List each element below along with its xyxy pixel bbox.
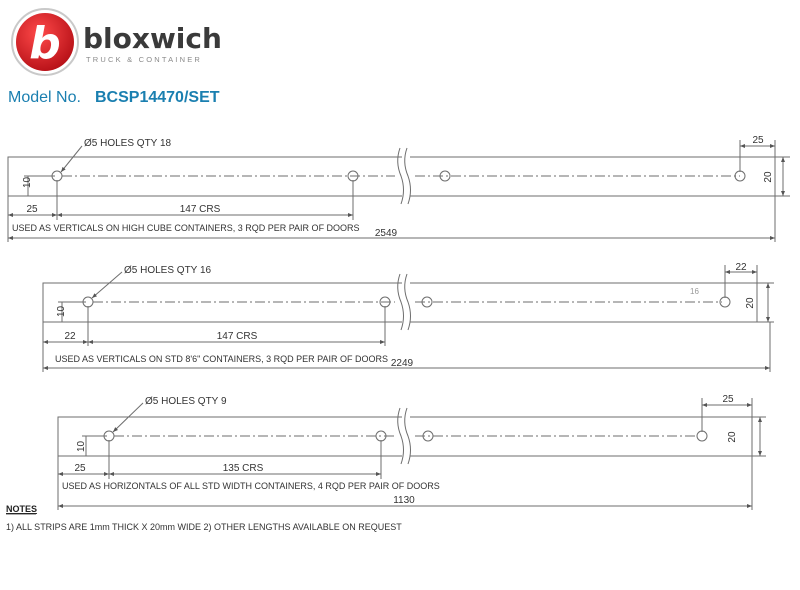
model-number: BCSP14470/SET xyxy=(95,89,220,106)
strip-1-end-offset: 25 xyxy=(26,204,38,215)
strip-2-right-offset: 22 xyxy=(735,262,747,273)
strip-1-hole-height: 10 xyxy=(22,176,33,188)
strip-3-labels xyxy=(62,394,738,506)
strip-3-holes-note: Ø5 HOLES QTY 9 xyxy=(145,396,227,407)
strip-2-usage: USED AS VERTICALS ON STD 8'6" CONTAINERS, 3 RQD PER PAIR OF DOORS xyxy=(55,354,388,364)
strip-1-length: 2549 xyxy=(374,228,398,239)
strip-3-width: 20 xyxy=(727,431,738,443)
strip-3-drawing xyxy=(58,398,766,510)
strip-1-holes-note: Ø5 HOLES QTY 18 xyxy=(84,138,172,149)
notes-text: 1) ALL STRIPS ARE 1mm THICK X 20mm WIDE 2) OTHER LENGTHS AVAILABLE ON REQUEST xyxy=(6,522,402,532)
logo-letter: b xyxy=(29,18,61,69)
strip-2-holes-note: Ø5 HOLES QTY 16 xyxy=(124,265,212,276)
strip-1-right-offset: 25 xyxy=(752,135,764,146)
strip-2-break-right xyxy=(405,274,411,330)
strip-3-usage: USED AS HORIZONTALS OF ALL STD WIDTH CONTAINERS, 4 RQD PER PAIR OF DOORS xyxy=(62,481,440,491)
strip-2-length: 2249 xyxy=(390,358,414,369)
strip-1-usage: USED AS VERTICALS ON HIGH CUBE CONTAINERS, 3 RQD PER PAIR OF DOORS xyxy=(12,223,360,233)
brand-tagline: TRUCK & CONTAINER xyxy=(86,55,203,64)
strip-3-hole-height: 10 xyxy=(76,440,87,452)
strip-2-end-offset: 22 xyxy=(64,331,76,342)
strip-3-length: 1130 xyxy=(393,495,415,506)
brand-name: bloxwich xyxy=(83,22,222,55)
strip-2-hole-height: 10 xyxy=(56,305,67,317)
strip-2-extra-note: 16 xyxy=(690,287,699,296)
model-label: Model No. xyxy=(8,89,81,106)
notes-heading: NOTES xyxy=(6,504,38,514)
strip-3-hole xyxy=(697,431,707,441)
strip-3-break-right xyxy=(405,408,411,464)
company-logo xyxy=(12,9,78,75)
strip-3-pitch: 135 CRS xyxy=(222,463,264,474)
strip-3-right-offset: 25 xyxy=(722,394,734,405)
strip-1-break-right xyxy=(405,148,411,204)
strip-2-width: 20 xyxy=(745,297,756,309)
strip-2-pitch: 147 CRS xyxy=(216,331,258,342)
strip-3-end-offset: 25 xyxy=(74,463,86,474)
strip-1-width: 20 xyxy=(763,171,774,183)
strip-1-pitch: 147 CRS xyxy=(179,204,221,215)
strip-1-labels xyxy=(12,135,774,239)
